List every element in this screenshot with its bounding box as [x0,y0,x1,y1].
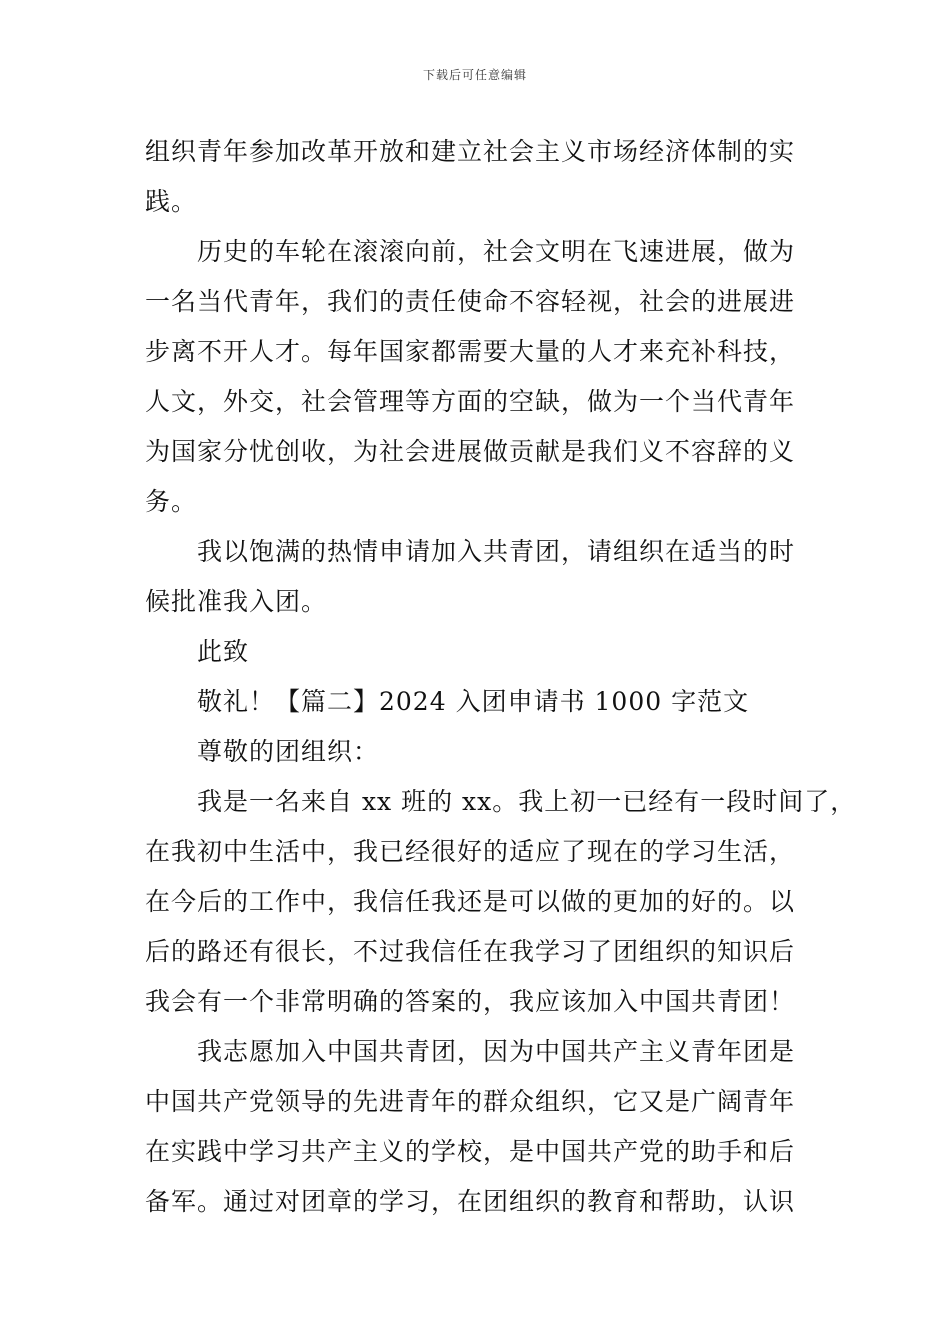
text-line: 为国家分忧创收，为社会进展做贡献是我们义不容辞的义 [145,437,796,466]
text-line: 后的路还有很长，不过我信任在我学习了团组织的知识后 [145,937,796,966]
text-line: 历史的车轮在滚滚向前，社会文明在飞速进展，做为 [197,237,796,266]
document-body [145,127,857,1227]
text-line: 中国共产党领导的先进青年的群众组织，它又是广阔青年 [145,1087,796,1116]
text-line: 候批准我入团。 [145,587,328,616]
text-line: 组织青年参加改革开放和建立社会主义市场经济体制的实 [145,137,796,166]
text-line: 人文，外交，社会管理等方面的空缺，做为一个当代青年 [145,387,796,416]
text-line: 备军。通过对团章的学习，在团组织的教育和帮助，认识 [145,1187,796,1216]
text-line: 在今后的工作中，我信任我还是可以做的更加的好的。以 [145,887,796,916]
salutation-line: 此致 [197,637,250,666]
text-line: 务。 [145,487,198,516]
section-heading-line: 敬礼！【篇二】2024 入团申请书 1000 字范文 [197,687,750,716]
text-line: 一名当代青年，我们的责任使命不容轻视，社会的进展进 [145,287,796,316]
text-line: 在我初中生活中，我已经很好的适应了现在的学习生活， [145,837,796,866]
text-line: 我志愿加入中国共青团，因为中国共产主义青年团是 [197,1037,796,1066]
greeting-line: 尊敬的团组织： [197,737,380,766]
text-line: 我会有一个非常明确的答案的，我应该加入中国共青团！ [145,987,796,1016]
text-line: 步离不开人才。每年国家都需要大量的人才来充补科技， [145,337,796,366]
page-header: 下载后可任意编辑 [422,68,527,82]
text-line: 我以饱满的热情申请加入共青团，请组织在适当的时 [197,537,796,566]
text-line: 践。 [145,187,198,216]
text-line: 在实践中学习共产主义的学校，是中国共产党的助手和后 [145,1137,796,1166]
text-line: 我是一名来自 xx 班的 xx。我上初一已经有一段时间了， [197,787,857,816]
